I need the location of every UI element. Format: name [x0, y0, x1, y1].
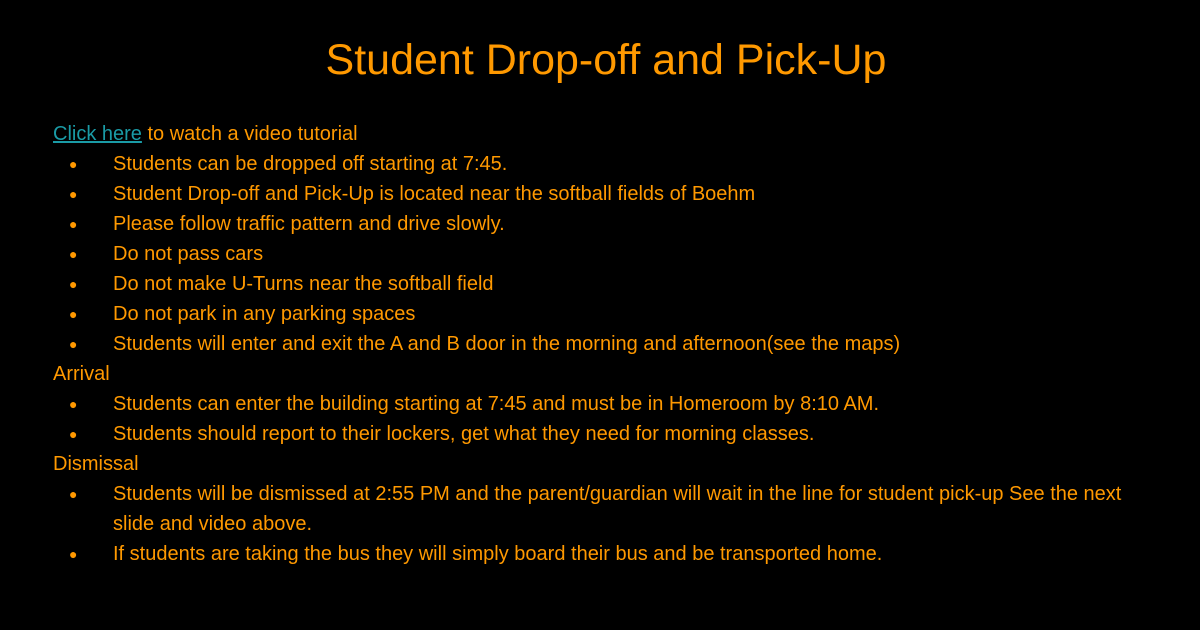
general-bullet-list — [53, 149, 1153, 359]
video-tutorial-link[interactable]: Click here — [53, 123, 142, 145]
bullet-icon: ● — [69, 246, 78, 262]
list-item — [53, 149, 1153, 179]
list-item — [53, 389, 1153, 419]
slide-title: Student Drop-off and Pick-Up — [325, 36, 887, 84]
arrival-heading: Arrival — [53, 363, 110, 385]
list-item-text: Do not pass cars — [113, 243, 264, 265]
list-item — [53, 539, 1153, 569]
bullet-icon: ● — [69, 156, 78, 172]
arrival-bullet-list — [53, 389, 1153, 449]
list-item — [53, 209, 1153, 239]
bullet-icon: ● — [69, 186, 78, 202]
list-item — [53, 329, 1153, 359]
slide-body — [53, 119, 1153, 569]
bullet-icon: ● — [69, 546, 78, 562]
list-item-text: If students are taking the bus they will simply board their bus and be transported home. — [113, 543, 883, 565]
bullet-icon: ● — [69, 306, 78, 322]
bullet-icon: ● — [69, 276, 78, 292]
list-item-text: Do not park in any parking spaces — [113, 303, 416, 325]
list-item — [53, 419, 1153, 449]
bullet-icon: ● — [69, 216, 78, 232]
bullet-icon: ● — [69, 486, 78, 502]
bullet-icon: ● — [69, 426, 78, 442]
list-item-text: Students can be dropped off starting at 7:45. — [113, 153, 508, 175]
intro-text: to watch a video tutorial — [141, 123, 358, 145]
list-item-text: Students should report to their lockers, get what they need for morning classes. — [113, 423, 815, 445]
list-item-text: Do not make U-Turns near the softball field — [113, 273, 494, 295]
list-item — [53, 479, 1153, 539]
list-item-text: Students can enter the building starting at 7:45 and must be in Homeroom by 8:10 AM. — [113, 393, 880, 415]
list-item — [53, 299, 1153, 329]
list-item-text: Student Drop-off and Pick-Up is located near the softball fields of Boehm — [113, 183, 756, 205]
list-item — [53, 179, 1153, 209]
intro-line — [53, 119, 1153, 149]
dismissal-heading: Dismissal — [53, 453, 139, 475]
list-item — [53, 239, 1153, 269]
dismissal-bullet-list — [53, 479, 1153, 569]
list-item-text: Please follow traffic pattern and drive slowly. — [113, 213, 505, 235]
list-item-text: Students will enter and exit the A and B door in the morning and afternoon(see the maps) — [113, 333, 901, 355]
list-item — [53, 269, 1153, 299]
bullet-icon: ● — [69, 396, 78, 412]
list-item-text: Students will be dismissed at 2:55 PM and the parent/guardian will wait in the line for student pick-up See the next slide and video above. — [113, 483, 1122, 535]
bullet-icon: ● — [69, 336, 78, 352]
